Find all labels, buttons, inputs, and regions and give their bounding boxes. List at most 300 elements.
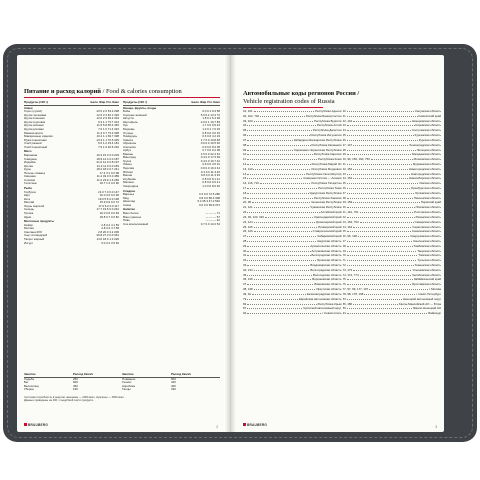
leader-dots — [247, 258, 316, 261]
region-name: Чувашская Республика — [310, 205, 342, 210]
food-values: 16.3 15.3 0.0 203 — [96, 153, 119, 158]
leader-dots — [371, 157, 413, 160]
region-code: 35 — [243, 272, 247, 277]
food-values: 17.4 3.1 0.0 98 — [99, 170, 119, 175]
food-name: Сосиски — [24, 178, 36, 182]
food-table-1-header: Продукты (100 г) Белк. Жир Угл. Ккал — [24, 100, 119, 104]
region-code: 64, 164 — [342, 224, 353, 229]
region-code: 65 — [342, 229, 346, 234]
left-page — [17, 55, 225, 432]
region-code: 09 — [243, 147, 247, 152]
region-name: Тверская область — [417, 248, 441, 253]
food-values: 12.6 3.3 62.1 329 — [96, 112, 119, 117]
leader-dots — [247, 148, 293, 151]
region-code: 06 — [243, 133, 247, 138]
food-values: 0.8 0.0 8.1 41 — [202, 176, 220, 181]
activity-cell: Танцы — [122, 387, 131, 392]
food-values: 2.8 3.2 4.7 58 — [101, 226, 119, 231]
food-values: 11.4 49.3 0.0 489 — [96, 174, 119, 179]
leader-dots — [347, 148, 416, 151]
food-values: 1.3 0.1 7.0 33 — [202, 127, 220, 132]
region-code: 47, 147 — [342, 142, 353, 147]
region-code: 28 — [243, 238, 247, 243]
activity-cell: 250 — [73, 376, 78, 381]
food-values: 11.0 23.9 1.6 266 — [96, 177, 119, 182]
food-name: Виноград — [123, 156, 136, 160]
leader-dots — [247, 172, 305, 175]
region-code: 26, 126 — [243, 229, 253, 234]
food-values: 1.0 0.0 8.0 40 — [202, 183, 220, 188]
food-name: Свёкла — [123, 138, 133, 142]
leader-dots — [347, 263, 414, 266]
food-name: Вино белое — [123, 211, 139, 215]
region-code: 04 — [243, 123, 247, 128]
region-name: Ставропольский край — [312, 229, 342, 234]
region-name: Республика Мордовия — [311, 166, 342, 171]
leader-dots — [247, 157, 317, 160]
food-name: Крупа рисовая — [24, 128, 44, 132]
leader-dots — [247, 133, 309, 136]
region-code: 62 — [342, 214, 346, 219]
region-name: Волгоградская область — [310, 267, 342, 272]
food-name: Огурцы — [123, 131, 134, 135]
food-name: Груша — [123, 159, 132, 163]
activity-table-header: Занятие Расход Ккал/ч Занятие Расход Ккал/ч — [24, 373, 220, 378]
region-name: Забайкальский край — [413, 277, 441, 282]
region-code: 24, 124 — [243, 219, 253, 224]
region-name: Омская область — [419, 181, 441, 186]
region-name: Астраханская область — [311, 248, 342, 253]
region-code: 58 — [342, 195, 346, 200]
leader-dots — [347, 244, 413, 247]
region-code: 76 — [342, 282, 346, 287]
region-name: Тюменская область — [414, 263, 441, 267]
leader-dots — [254, 119, 313, 122]
region-code: 54, 154 — [342, 176, 353, 181]
food-section-heading: Рыба — [24, 186, 32, 191]
leader-dots — [247, 128, 312, 131]
region-name: Магаданская область — [412, 152, 441, 157]
leader-dots — [247, 311, 321, 314]
region-code: 44 — [342, 128, 346, 133]
activity-cell: Бег — [24, 380, 29, 385]
food-name: Мёд — [123, 196, 129, 200]
leader-dots — [347, 229, 411, 232]
food-section-heading: Молочные продукты — [24, 219, 54, 224]
region-name: Пензенская область — [413, 195, 441, 200]
food-values: 14.0 18.0 1.3 226 — [96, 236, 119, 241]
leader-dots — [247, 239, 316, 242]
food-values: 18.2 18.4 0.7 241 — [96, 167, 119, 172]
region-name: Ненецкий автономный округ — [402, 296, 441, 301]
region-name: Тамбовская область — [413, 243, 441, 248]
leader-dots — [347, 138, 418, 141]
leader-dots — [254, 225, 318, 228]
leader-dots — [247, 302, 316, 305]
leader-dots — [247, 282, 313, 285]
region-name: Ленинградская область — [409, 142, 441, 147]
region-code: 57 — [342, 190, 346, 195]
leader-dots — [253, 167, 310, 170]
food-name: Крупа овсяная — [24, 124, 44, 128]
food-name: Яблоки — [123, 170, 133, 174]
leader-dots — [364, 292, 415, 295]
region-code: 02, 102, 702 — [243, 113, 260, 118]
region-name: Томская область — [418, 253, 441, 258]
food-name: Малина — [123, 181, 134, 185]
region-code: 11 — [243, 157, 247, 162]
region-name: Ульяновская область — [412, 267, 441, 272]
region-name: Еврейская автономная область — [299, 296, 342, 301]
leader-dots — [353, 302, 397, 305]
leader-dots — [247, 162, 310, 165]
region-name: Республика Башкортостан — [305, 113, 342, 118]
activity-cell: Плавание — [122, 376, 136, 381]
food-values: 0.4 0.0 10.7 42 — [200, 158, 220, 163]
region-name: Свердловская область — [410, 234, 441, 239]
food-name: Горбуша — [24, 190, 36, 194]
leader-dots — [247, 176, 302, 179]
food-name: Карп — [24, 194, 31, 198]
region-name: Ярославская область — [412, 282, 441, 287]
food-values: 16.0 0.6 0.0 69 — [99, 210, 119, 215]
food-values: 2.0 0.1 19.7 83 — [200, 119, 220, 124]
region-code: 86, 186 — [342, 301, 353, 306]
food-name: Макаронные изделия — [24, 135, 53, 139]
leader-dots — [347, 311, 428, 314]
region-code: 16, 116, 716 — [243, 181, 259, 186]
leader-dots — [347, 282, 411, 285]
region-name: Чеченская Республика — [310, 200, 342, 205]
food-section-heading: Сладкое — [123, 188, 136, 193]
region-code: 48 — [342, 147, 346, 152]
region-code: 49 — [342, 152, 346, 157]
food-name: Говядина — [24, 157, 37, 161]
food-values: 20.5 2.0 53.3 298 — [96, 109, 119, 114]
region-name: Кемеровская область — [411, 118, 441, 123]
food-values: 1.7 0.0 9.5 43 — [202, 123, 220, 128]
food-values: 0.7 0.0 9.2 38 — [202, 148, 220, 153]
food-name: Йогурт — [24, 241, 34, 245]
region-row — [243, 311, 441, 316]
region-name: Республика Бурятия — [314, 118, 342, 123]
region-code: 79 — [243, 296, 247, 301]
region-code: 36, 136 — [243, 277, 253, 282]
region-name: Воронежская область — [312, 277, 342, 282]
region-code: 21, 121 — [243, 205, 253, 210]
leader-dots — [347, 239, 412, 242]
region-code: 51 — [342, 161, 346, 166]
region-name: Байконур — [428, 311, 441, 316]
brand-logo: BRAUBERG — [24, 423, 48, 427]
food-values: 21.2 11.0 0.0 183 — [96, 163, 119, 168]
food-name: Лимон — [123, 163, 132, 167]
page-number: 3 — [435, 425, 437, 429]
food-values: 7.9 1.0 46.6 232 — [98, 144, 119, 149]
leader-dots — [347, 205, 415, 208]
region-code: 05 — [243, 128, 247, 133]
title-ru: Автомобильные коды регионов России / — [243, 90, 360, 97]
region-code: 61, 161, 761 — [342, 210, 359, 215]
food-values: 0.8 0.0 80.3 308 — [199, 195, 220, 200]
region-code: 70 — [342, 253, 346, 258]
leader-dots — [254, 109, 315, 112]
food-row — [123, 204, 220, 208]
food-values: 18.8 0.7 0.0 82 — [99, 214, 119, 219]
region-name: Вологодская область — [313, 272, 342, 277]
food-name: Горошек зелёный — [123, 113, 147, 117]
region-name: Ямало-Ненецкий АО — [413, 306, 441, 311]
food-name: Телятина — [24, 182, 37, 186]
leader-dots — [265, 215, 313, 218]
food-name: Манная крупа — [24, 131, 43, 135]
food-name: Сок апельсиновый — [123, 222, 149, 226]
leader-dots — [254, 220, 315, 223]
region-name: Новгородская область — [410, 171, 441, 176]
region-code: 82 — [243, 301, 247, 306]
region-name: Ростовская область — [414, 210, 441, 215]
leader-dots — [247, 249, 310, 252]
region-entry — [243, 311, 342, 316]
leader-dots — [347, 172, 410, 175]
food-name: Сметана 20% — [24, 230, 43, 234]
leader-dots — [347, 215, 415, 218]
leader-dots — [254, 268, 310, 271]
region-name: Красноярский край — [315, 219, 342, 224]
leader-dots — [260, 114, 305, 117]
region-name: Нижегородская область — [408, 166, 441, 171]
food-row — [123, 185, 220, 189]
region-name: Республика Тыва — [318, 186, 342, 190]
food-name: Куры — [24, 168, 31, 172]
region-name: Карачаево-Черкесская Республика — [294, 147, 342, 152]
food-values: 19.0 5.6 0.0 138 — [98, 196, 119, 201]
title-en: Vehicle registration codes of Russia — [243, 97, 335, 105]
food-name: Апельсин — [123, 145, 136, 149]
food-values: 10.4 1.1 69.7 338 — [96, 134, 119, 139]
food-name: Кета — [24, 197, 31, 201]
activity-row — [24, 388, 220, 392]
region-code: 18 — [243, 190, 247, 195]
leader-dots — [353, 268, 411, 271]
region-code: 78, 98, 178, 198 — [342, 291, 364, 296]
region-code: 55 — [342, 181, 346, 186]
food-name: Пиво — [123, 219, 130, 223]
food-name: Вино красное — [123, 215, 142, 219]
region-code: 39, 91 — [243, 291, 252, 296]
region-code: 03, 103 — [243, 118, 253, 123]
region-name: Смоленская область — [413, 238, 441, 243]
food-name: Кролик — [24, 164, 34, 168]
region-name: Республика Ингушетия — [310, 133, 342, 138]
region-name: Белгородская область — [311, 253, 342, 258]
region-name: Северная Осетия — Алания — [303, 176, 342, 181]
region-code: 56 — [342, 186, 346, 190]
food-values: 21.6 12.0 0.8 197 — [96, 160, 119, 165]
region-name: Республика Калмыкия — [311, 142, 342, 147]
leader-dots — [358, 234, 409, 237]
activity-cell: 500 — [171, 376, 176, 381]
food-values: 0.0 0.0 99.9 374 — [199, 202, 220, 207]
food-name: Свинина — [24, 175, 36, 179]
region-name: Челябинская область — [411, 272, 441, 277]
region-name: Алтайский край — [320, 210, 342, 215]
food-table-2-header: Продукты (100 г) Белк. Жир Угл. Ккал — [123, 100, 220, 104]
region-name: Республика Карелия — [313, 152, 342, 157]
food-name: Хлеб пшеничный — [24, 145, 48, 149]
region-name: Чукотский автономный округ — [303, 306, 342, 311]
region-code: 92 — [243, 311, 247, 316]
food-name: Помидоры — [123, 135, 138, 139]
food-name: Горох (сухой) — [24, 110, 42, 114]
food-values: 1.8 0.1 5.4 28 — [202, 116, 220, 121]
food-section-heading: Злаки — [24, 105, 33, 110]
region-codes-list — [243, 109, 441, 316]
food-values: 17.7 19.5 0.0 242 — [96, 207, 119, 212]
region-name: Липецкая область — [416, 147, 441, 152]
region-name: Самарская область — [414, 219, 441, 224]
region-code: 52, 152 — [342, 166, 353, 171]
food-name: Арбуз — [123, 149, 131, 153]
region-name: Республика Саха (Якутия) — [306, 171, 342, 176]
leader-dots — [360, 220, 414, 223]
activity-cell: 330 — [171, 387, 176, 392]
food-values: 2.8 20.0 3.2 206 — [98, 229, 119, 234]
leader-dots — [353, 225, 411, 228]
food-name: Персики — [123, 167, 135, 171]
leader-dots — [360, 273, 411, 276]
region-name: Республика Дагестан — [312, 128, 342, 133]
food-name: Клубника — [123, 177, 136, 181]
region-name: Московская область — [413, 157, 441, 162]
food-values: 26.8 27.3 0.0 361 — [96, 233, 119, 238]
region-code: 59, 159 — [342, 200, 353, 205]
region-code: 14 — [243, 171, 247, 176]
food-name: Кефир — [24, 223, 33, 227]
region-name: Оренбургская область — [410, 186, 441, 190]
activity-cell: Ходьба — [24, 376, 34, 381]
leader-dots — [247, 210, 319, 213]
leader-dots — [247, 244, 309, 247]
food-values: 5.4 35.3 47.2 540 — [197, 199, 220, 204]
left-page-title — [24, 88, 220, 96]
leader-dots — [347, 128, 412, 131]
food-values: 19.7 1.2 0.0 90 — [99, 181, 119, 186]
region-code: 53 — [342, 171, 346, 176]
food-table-2 — [123, 101, 220, 226]
region-code: 75 — [342, 277, 346, 282]
region-name: Камчатский край — [418, 113, 441, 118]
food-section-heading: Мясо — [24, 149, 32, 154]
region-code: 38, 138 — [243, 287, 253, 292]
food-values: 17.6 5.2 0.0 117 — [98, 203, 119, 208]
leader-dots — [247, 196, 313, 199]
food-values: — — — 71 — [205, 210, 220, 215]
leader-dots — [254, 277, 312, 280]
activity-cell: Теннис — [122, 380, 132, 385]
leader-dots — [254, 229, 312, 232]
region-name: Удмуртская Республика — [309, 190, 342, 195]
region-name: Хабаровский край — [317, 234, 342, 239]
region-code: 74, 174, 774 — [342, 272, 359, 277]
region-name: Республика Адыгея — [315, 109, 342, 113]
food-values: 0.4 0.0 17.5 69 — [200, 155, 220, 160]
food-values: 0.3 0.0 72.5 280 — [199, 192, 220, 197]
region-code: 31 — [243, 253, 247, 258]
right-page-title — [243, 90, 439, 105]
region-code: 34, 134 — [243, 267, 253, 272]
leader-dots — [347, 196, 413, 199]
food-values: 18.9 12.4 0.0 187 — [96, 156, 119, 161]
region-code: 40 — [342, 109, 346, 113]
leader-dots — [347, 258, 417, 261]
food-table-1 — [24, 101, 119, 245]
region-code: 71 — [342, 258, 346, 263]
food-values: 12.0 2.9 69.3 334 — [96, 116, 119, 121]
leader-dots — [247, 297, 298, 300]
leader-dots — [252, 292, 306, 295]
food-values: 1.5 0.0 22.4 91 — [200, 151, 220, 156]
region-name: Брянская область — [317, 258, 342, 263]
region-name: Республика Татарстан — [311, 181, 342, 186]
region-name: Ивановская область — [314, 282, 342, 287]
region-code: 66, 96, 196 — [342, 234, 357, 239]
region-code: 73, 173 — [342, 267, 353, 272]
food-values: 21.0 7.0 0.0 147 — [98, 189, 119, 194]
footnotes — [24, 396, 220, 403]
food-name: Капуста — [123, 117, 134, 121]
region-code: 20, 95 — [243, 200, 252, 205]
food-row — [24, 242, 119, 246]
region-code: 46 — [342, 137, 346, 142]
region-name: Иркутская область — [316, 287, 342, 292]
leader-dots — [247, 253, 310, 256]
food-values: 15.9 0.9 0.0 72 — [99, 200, 119, 205]
leader-dots — [347, 253, 418, 256]
activity-cell: 190 — [73, 387, 78, 392]
food-section-heading: Напитки — [123, 207, 135, 212]
region-name: г. Севастополь — [321, 311, 342, 316]
region-code: 50, 90, 150, 190, 750 — [342, 157, 370, 162]
region-code: 29 — [243, 243, 247, 248]
region-name: Курганская область — [414, 133, 441, 138]
food-values: — — — 67 — [205, 214, 220, 219]
region-code: 13, 113 — [243, 166, 253, 171]
region-entry — [343, 311, 442, 316]
activity-cell: 600 — [73, 380, 78, 385]
leader-dots — [347, 114, 418, 117]
food-values: 0.6 0.0 4.2 19 — [202, 134, 220, 139]
food-values: 0.8 0.0 11.3 49 — [200, 173, 220, 178]
food-values: 0.8 0.0 3.0 15 — [202, 130, 220, 135]
region-code: 87 — [243, 306, 247, 311]
food-row — [24, 146, 119, 150]
region-name: Республика Хакасия — [313, 195, 342, 200]
food-name: Сельдь — [24, 208, 34, 212]
region-name: Республика Коми — [318, 157, 342, 162]
region-code: 30 — [243, 248, 247, 253]
food-values: 1.7 0.0 10.8 48 — [200, 137, 220, 142]
region-name: Ханты-Мансийский АО — Югра — [398, 301, 441, 306]
food-name: Печень говяжья — [24, 171, 46, 175]
food-name: Вишня — [123, 174, 133, 178]
right-page — [236, 55, 444, 432]
food-name: Баранина — [24, 154, 38, 158]
region-name: Республика Крым — [317, 301, 342, 306]
food-name: Минтай — [24, 201, 35, 205]
leader-dots — [353, 200, 420, 203]
region-name: Псковская область — [415, 205, 441, 210]
